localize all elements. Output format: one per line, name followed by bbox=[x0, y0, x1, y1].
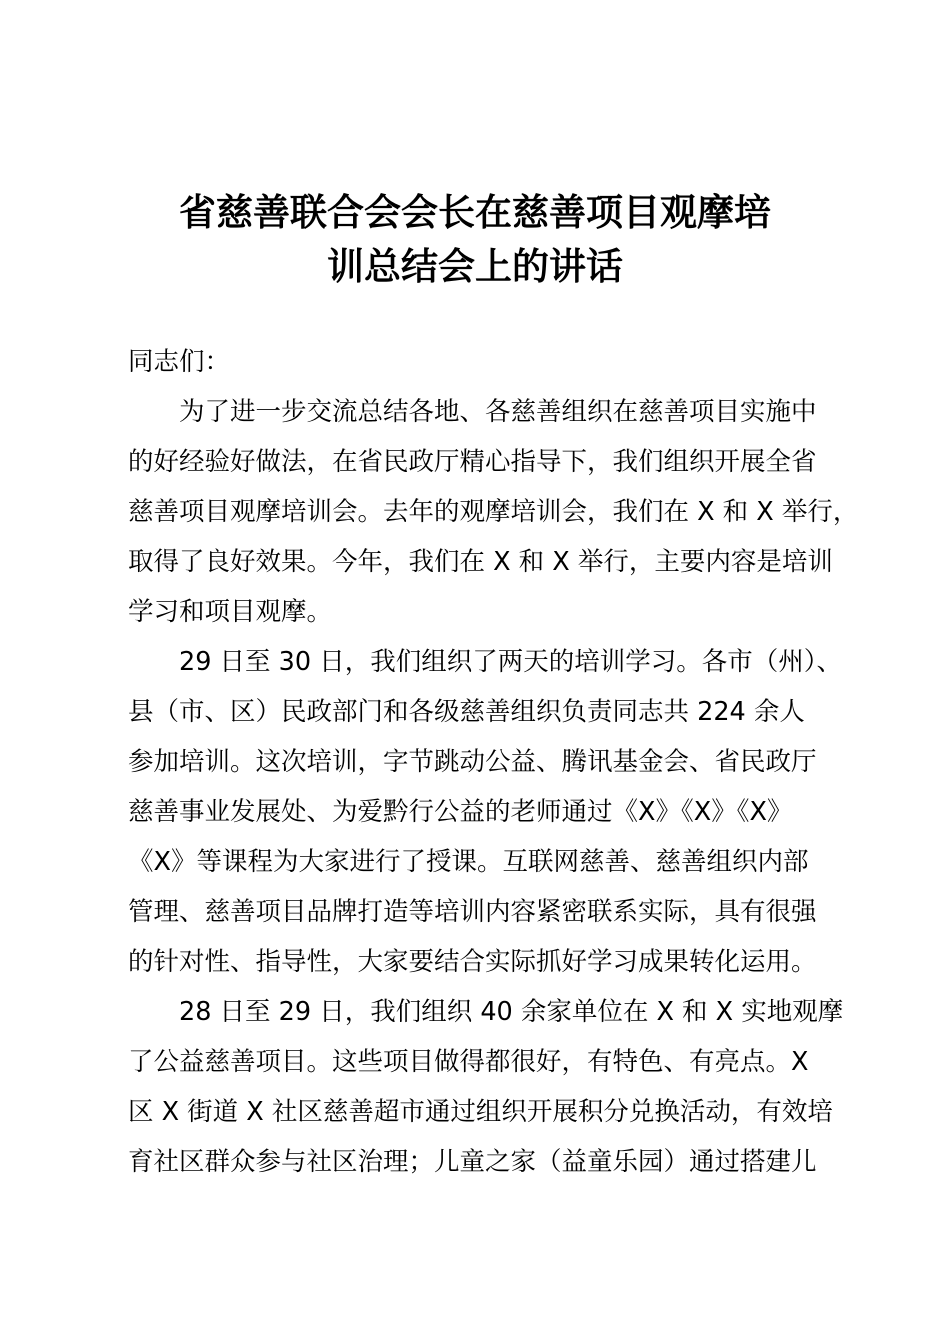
text-line: 28 日至 29 日，我们组织 40 余家单位在 X 和 X 实地观摩 bbox=[179, 997, 844, 1027]
text-line: 慈善项目观摩培训会。去年的观摩培训会，我们在 X 和 X 举行， bbox=[128, 497, 859, 527]
paragraph-1 bbox=[128, 387, 859, 637]
paragraph-2 bbox=[128, 637, 842, 987]
text-line: 的针对性、指导性，大家要结合实际抓好学习成果转化运用。 bbox=[128, 947, 817, 977]
text-line: 区 X 街道 X 社区慈善超市通过组织开展积分兑换活动，有效培 bbox=[128, 1097, 833, 1127]
document-body bbox=[128, 337, 859, 1187]
title-line: 省慈善联合会会长在慈善项目观摩培 bbox=[179, 191, 771, 234]
text-line: 的好经验好做法，在省民政厅精心指导下，我们组织开展全省 bbox=[128, 447, 817, 477]
salutation: 同志们： bbox=[128, 347, 231, 377]
text-line: 县（市、区）民政部门和各级慈善组织负责同志共 224 余人 bbox=[128, 697, 805, 727]
text-line: 慈善事业发展处、为爱黔行公益的老师通过《X》《X》《X》 bbox=[128, 797, 793, 827]
text-line: 管理、慈善项目品牌打造等培训内容紧密联系实际，具有很强 bbox=[128, 897, 817, 927]
text-line: 29 日至 30 日，我们组织了两天的培训学习。各市（州）、 bbox=[179, 647, 842, 677]
text-line: 育社区群众参与社区治理；儿童之家（益童乐园）通过搭建儿 bbox=[128, 1147, 817, 1177]
title-line: 训总结会上的讲话 bbox=[327, 245, 623, 288]
text-line: 参加培训。这次培训，字节跳动公益、腾讯基金会、省民政厅 bbox=[128, 747, 817, 777]
text-line: 为了进一步交流总结各地、各慈善组织在慈善项目实施中 bbox=[179, 397, 817, 427]
text-line: 取得了良好效果。今年，我们在 X 和 X 举行，主要内容是培训 bbox=[128, 547, 833, 577]
text-line: 《X》等课程为大家进行了授课。互联网慈善、慈善组织内部 bbox=[128, 847, 809, 877]
document-title bbox=[0, 186, 950, 294]
text-line: 了公益慈善项目。这些项目做得都很好，有特色、有亮点。X bbox=[128, 1047, 809, 1077]
paragraph-3 bbox=[128, 987, 844, 1187]
text-line: 学习和项目观摩。 bbox=[128, 597, 333, 627]
